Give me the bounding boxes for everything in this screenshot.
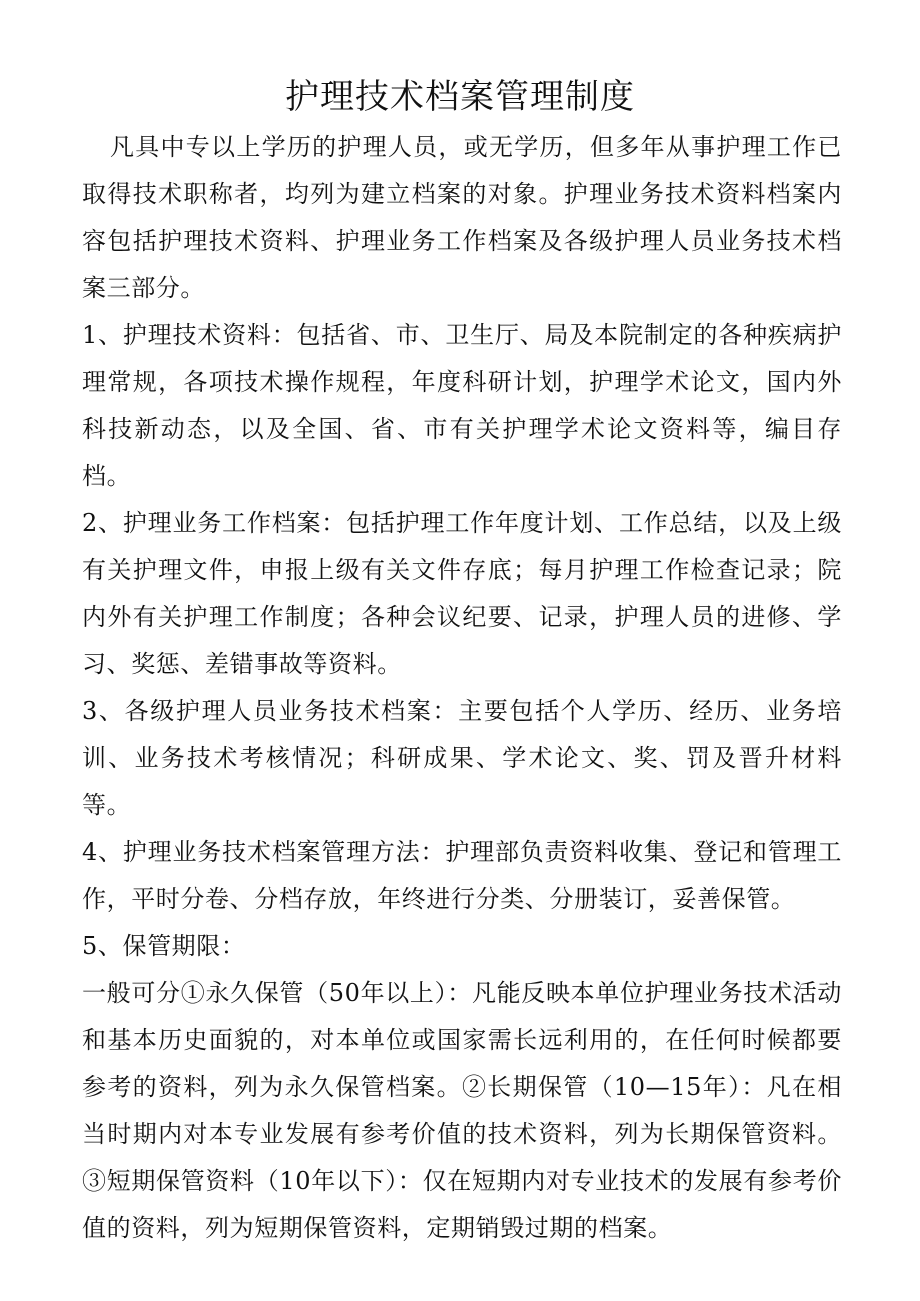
section-4-management-method: 4、护理业务技术档案管理方法：护理部负责资料收集、登记和管理工作，平时分卷、分档存放，年终进行分类、分册装订，妥善保管。	[82, 838, 842, 913]
section-5-retention-period: 5、保管期限：	[82, 932, 246, 960]
section-3-staff-archives: 3、各级护理人员业务技术档案：主要包括个人学历、经历、业务培训、业务技术考核情况；科研成果、学术论文、奖、罚及晋升材料等。	[82, 697, 842, 819]
page-title: 护理技术档案管理制度	[285, 77, 635, 117]
section-1-technical-materials: 1、护理技术资料：包括省、市、卫生厅、局及本院制定的各种疾病护理常规，各项技术操作规程，年度科研计划，护理学术论文，国内外科技新动态，以及全国、省、市有关护理学术论文资料等，编目存档。	[82, 321, 842, 490]
document-body	[82, 124, 842, 1252]
retention-details-paragraph: 一般可分①永久保管（50年以上）：凡能反映本单位护理业务技术活动和基本历史面貌的，对本单位或国家需长远利用的，在任何时候都要参考的资料，列为永久保管档案。②长期保管（10—15年）：凡在相当时期内对本专业发展有参考价值的技术资料，列为长期保管资料。③短期保管资料（10年以下）：仅在短期内对专业技术的发展有参考价值的资料，列为短期保管资料，定期销毁过期的档案。	[82, 979, 842, 1242]
intro-paragraph: 凡具中专以上学历的护理人员，或无学历，但多年从事护理工作已取得技术职称者，均列为建立档案的对象。护理业务技术资料档案内容包括护理技术资料、护理业务工作档案及各级护理人员业务技术档案三部分。	[82, 133, 842, 302]
section-2-work-archives: 2、护理业务工作档案：包括护理工作年度计划、工作总结，以及上级有关护理文件，申报上级有关文件存底；每月护理工作检查记录；院内外有关护理工作制度；各种会议纪要、记录，护理人员的进修、学习、奖惩、差错事故等资料。	[82, 509, 842, 678]
